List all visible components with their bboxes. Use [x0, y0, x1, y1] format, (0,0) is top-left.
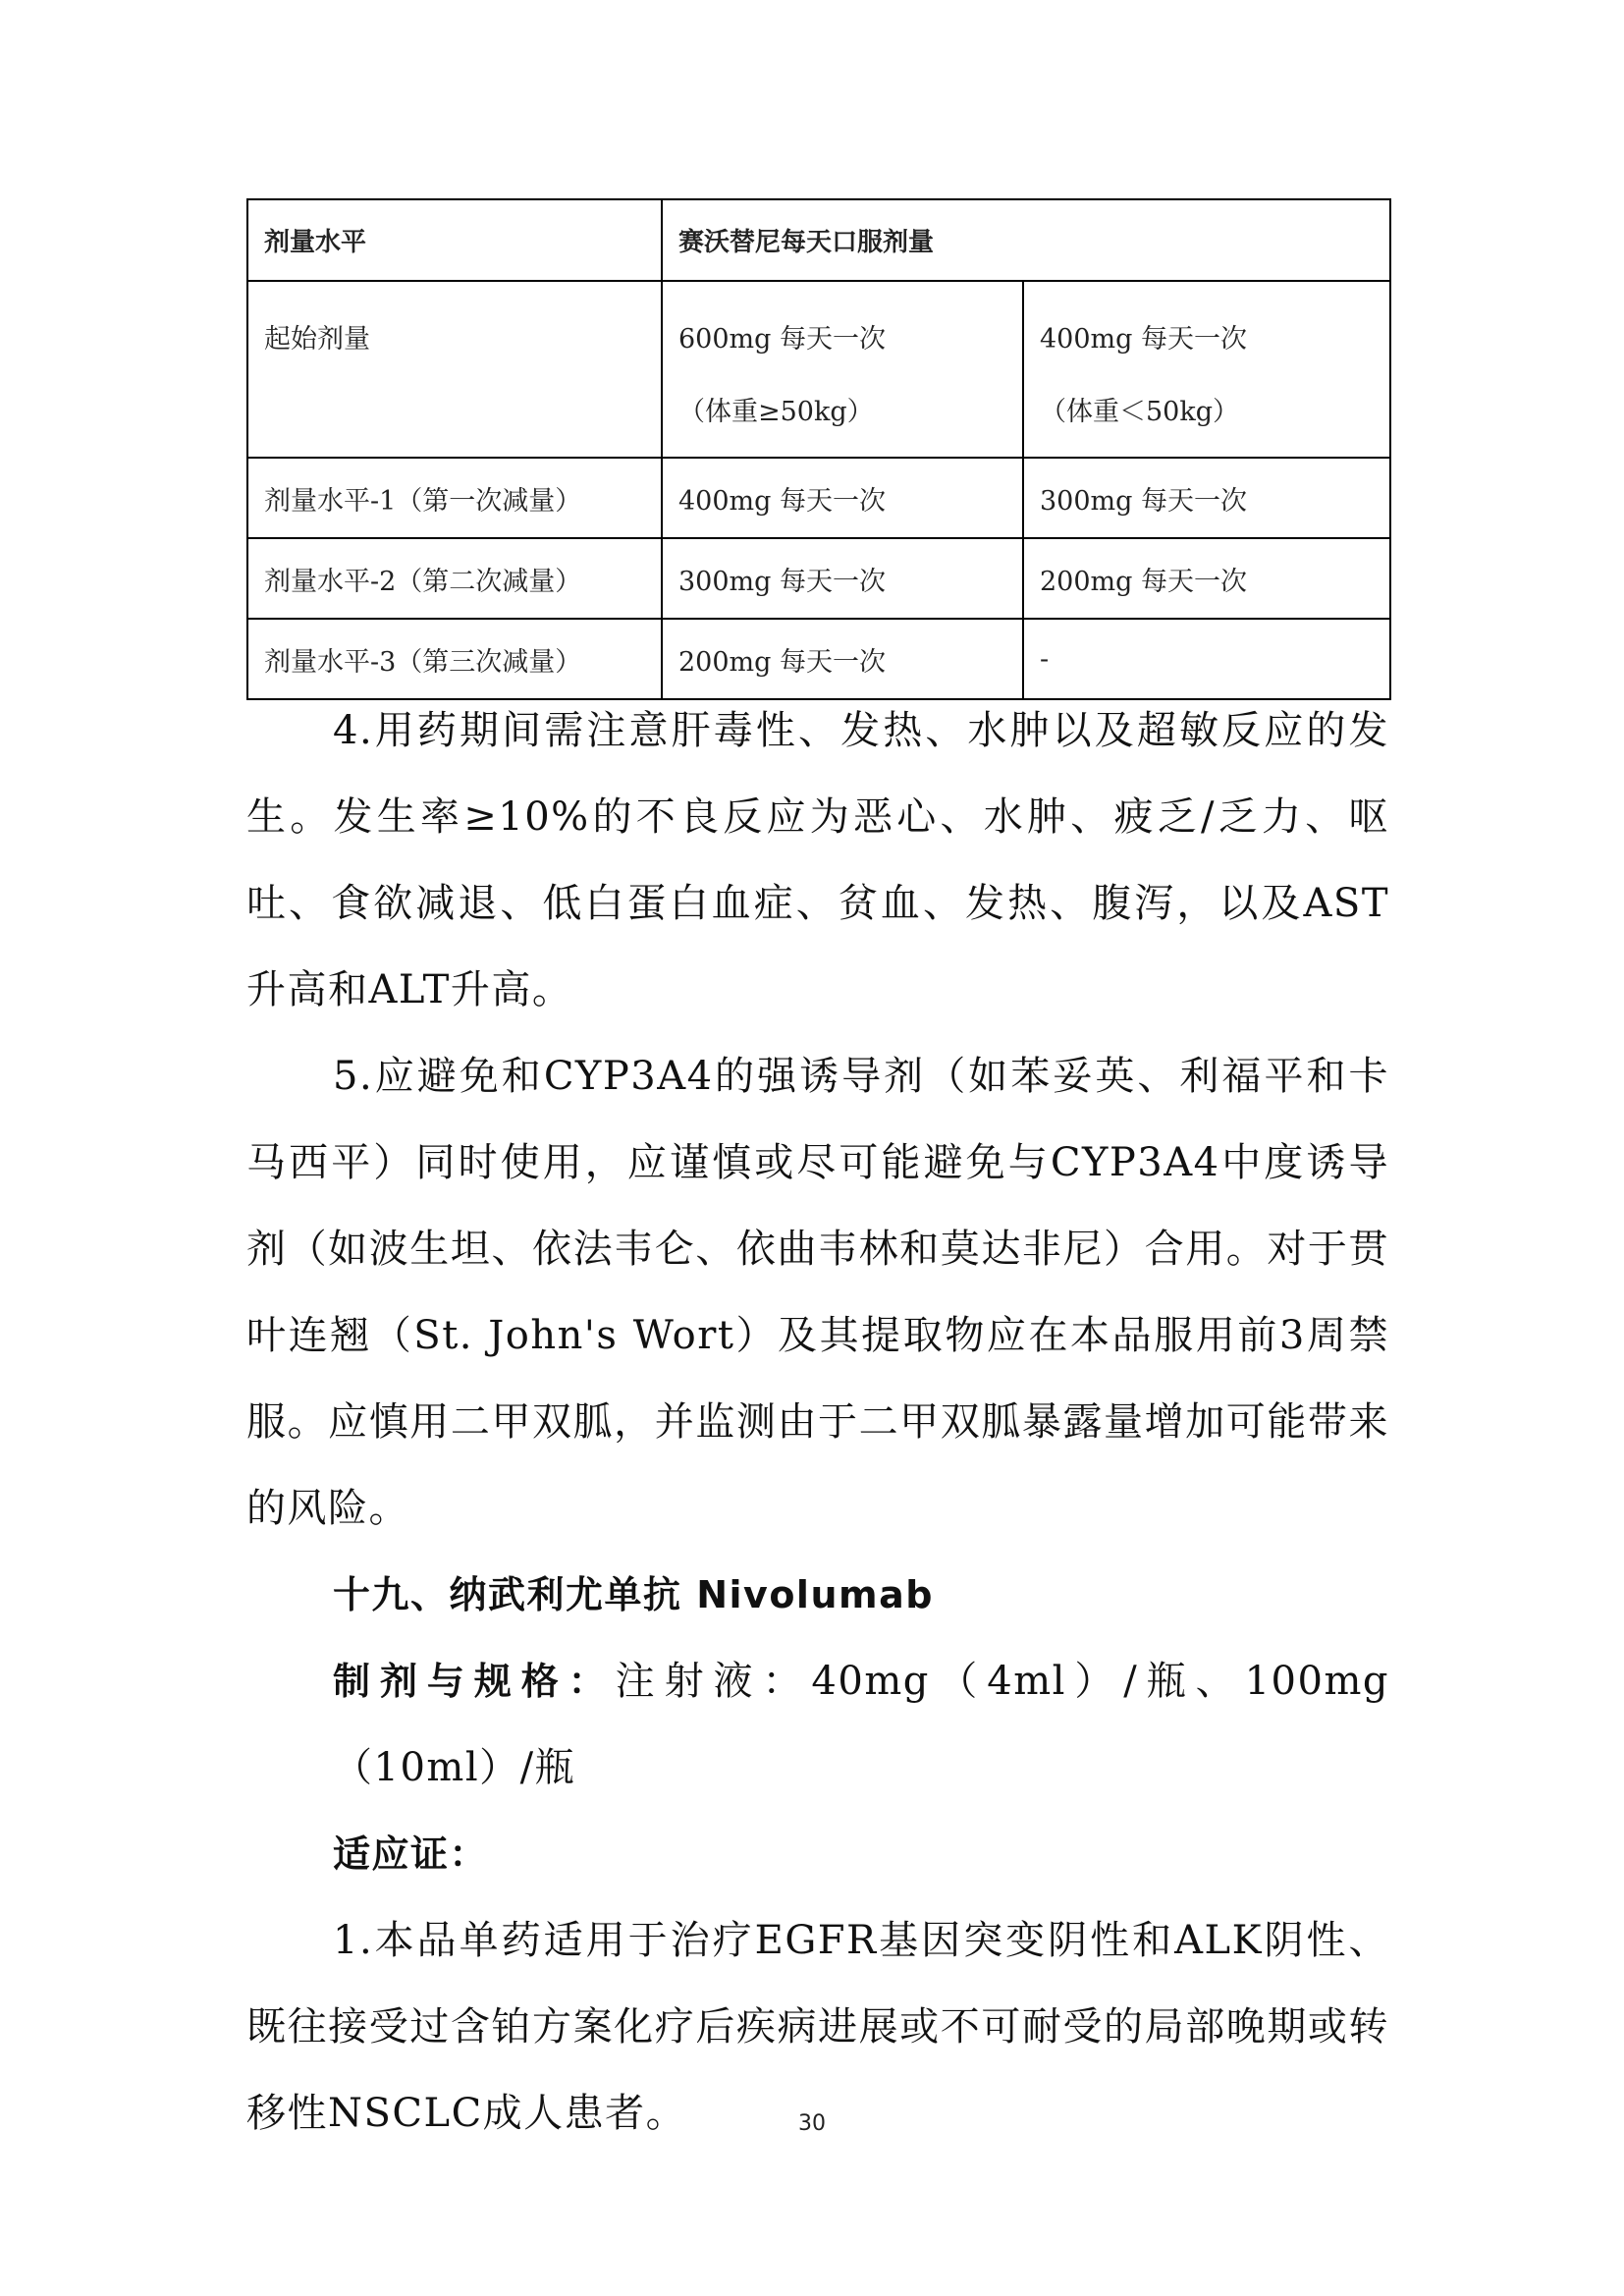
- paragraph-drug-interactions: 5.应避免和CYP3A4的强诱导剂（如苯妥英、利福平和卡马西平）同时使用，应谨慎或尽可能避免与CYP3A4中度诱导剂（如波生坦、依法韦仑、依曲韦林和莫达非尼）合用。对于贯叶连翘（St. John's Wort）及其提取物应在本品服用前3周禁服。应慎用二甲双胍，并监测由于二甲双胍暴露量增加可能带来的风险。: [246, 1054, 1389, 1531]
- dose-a-text: 600mg 每天一次: [678, 324, 887, 355]
- header-daily-dose: 赛沃替尼每天口服剂量: [662, 199, 1390, 281]
- cell-dose-a: [662, 281, 1023, 458]
- indication-label: 适应证：: [333, 1832, 489, 1876]
- header-dose-level: 剂量水平: [247, 199, 662, 281]
- dose-b-text: 400mg 每天一次: [1040, 324, 1248, 355]
- cell-dose-b: 200mg 每天一次: [1023, 538, 1390, 619]
- dose-b-note: （体重＜50kg）: [1040, 397, 1240, 427]
- cell-level: 剂量水平-2（第二次减量）: [247, 538, 662, 619]
- table-row: [247, 458, 1390, 538]
- paragraph-adverse-reactions: 4.用药期间需注意肝毒性、发热、水肿以及超敏反应的发生。发生率≥10%的不良反应为恶心、水肿、疲乏/乏力、呕吐、食欲减退、低白蛋白血症、贫血、发热、腹泻，以及AST升高和ALT升高。: [246, 708, 1389, 1012]
- table-row: [247, 281, 1390, 458]
- paragraph-indication-1: 1.本品单药适用于治疗EGFR基因突变阴性和ALK阴性、既往接受过含铂方案化疗后疾病进展或不可耐受的局部晚期或转移性NSCLC成人患者。: [246, 1918, 1389, 2136]
- spec-line: [246, 1638, 1389, 1811]
- cell-dose-b: [1023, 281, 1390, 458]
- cell-dose-b: -: [1023, 619, 1390, 699]
- cell-level: 剂量水平-1（第一次减量）: [247, 458, 662, 538]
- table-row: [247, 538, 1390, 619]
- page-number: 30: [798, 2111, 826, 2136]
- cell-level: 起始剂量: [247, 281, 662, 458]
- cell-dose-a: 400mg 每天一次: [662, 458, 1023, 538]
- dose-a-note: （体重≥50kg）: [678, 397, 874, 427]
- spec-value: 注射液：40mg（4ml）/瓶、100mg（10ml）/瓶: [333, 1659, 1389, 1790]
- cell-dose-a: 200mg 每天一次: [662, 619, 1023, 699]
- section-heading: 十九、纳武利尤单抗 Nivolumab: [333, 1573, 934, 1616]
- spec-label: 制剂与规格：: [333, 1660, 616, 1703]
- cell-level: 剂量水平-3（第三次减量）: [247, 619, 662, 699]
- cell-dose-a: 300mg 每天一次: [662, 538, 1023, 619]
- body-text: [246, 687, 1389, 2157]
- table-header-row: [247, 199, 1390, 281]
- dose-table: [246, 198, 1391, 700]
- cell-dose-b: 300mg 每天一次: [1023, 458, 1390, 538]
